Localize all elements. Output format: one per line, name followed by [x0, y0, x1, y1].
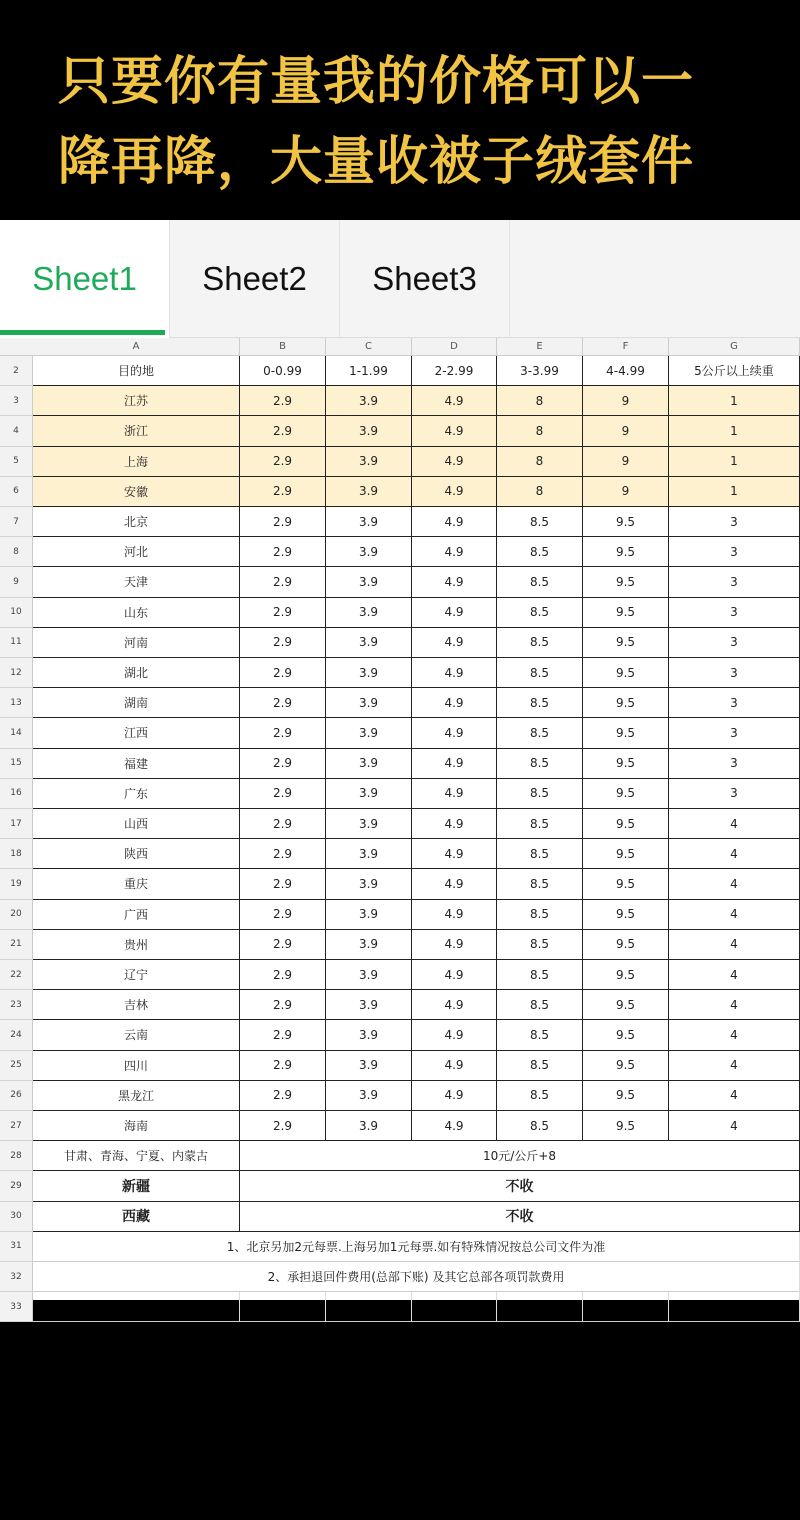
price-cell[interactable]: 3.9 [326, 960, 412, 990]
price-cell[interactable]: 3.9 [326, 749, 412, 779]
row-number[interactable]: 8 [0, 537, 33, 567]
price-cell[interactable]: 2.9 [240, 960, 326, 990]
destination-cell[interactable]: 上海 [33, 447, 240, 477]
price-cell[interactable]: 9.5 [583, 507, 669, 537]
price-cell[interactable]: 8.5 [497, 779, 583, 809]
table-row [0, 688, 800, 718]
price-cell[interactable]: 9.5 [583, 839, 669, 869]
row-number[interactable]: 26 [0, 1081, 33, 1111]
destination-cell[interactable]: 云南 [33, 1020, 240, 1050]
row-number[interactable]: 2 [0, 356, 33, 386]
price-cell[interactable]: 2.9 [240, 1051, 326, 1081]
table-row [0, 1051, 800, 1081]
table-row [0, 960, 800, 990]
price-cell[interactable]: 8 [497, 477, 583, 507]
merged-price-cell[interactable]: 不收 [240, 1171, 800, 1201]
empty-cell[interactable] [583, 1292, 669, 1322]
price-cell[interactable]: 8.5 [497, 718, 583, 748]
price-cell[interactable]: 4 [669, 1020, 800, 1050]
price-cell[interactable]: 9.5 [583, 1051, 669, 1081]
price-cell[interactable]: 9.5 [583, 990, 669, 1020]
price-cell[interactable]: 8.5 [497, 900, 583, 930]
table-row [0, 416, 800, 446]
row-number[interactable]: 11 [0, 628, 33, 658]
tab-sheet1[interactable]: Sheet1 [0, 220, 170, 338]
price-cell[interactable]: 4.9 [412, 960, 497, 990]
price-cell[interactable]: 9.5 [583, 779, 669, 809]
price-cell[interactable]: 9 [583, 416, 669, 446]
row-number[interactable]: 29 [0, 1171, 33, 1201]
destination-cell[interactable]: 辽宁 [33, 960, 240, 990]
column-header-d[interactable]: D [412, 338, 497, 356]
empty-cell[interactable] [412, 1292, 497, 1322]
row-number[interactable]: 31 [0, 1232, 33, 1262]
destination-cell[interactable]: 河南 [33, 628, 240, 658]
price-cell[interactable]: 8.5 [497, 628, 583, 658]
price-cell[interactable]: 4.9 [412, 1051, 497, 1081]
overlay-line-1: 只要你有量我的价格可以一 [58, 52, 695, 112]
price-cell[interactable]: 3.9 [326, 718, 412, 748]
table-row [0, 356, 800, 386]
table-row [0, 1292, 800, 1322]
price-cell[interactable]: 4.9 [412, 930, 497, 960]
row-number[interactable]: 23 [0, 990, 33, 1020]
destination-cell[interactable]: 河北 [33, 537, 240, 567]
row-number[interactable]: 7 [0, 507, 33, 537]
spreadsheet-app [0, 220, 800, 1312]
price-cell[interactable]: 3.9 [326, 1081, 412, 1111]
destination-cell[interactable]: 海南 [33, 1111, 240, 1141]
header-cell[interactable]: 3-3.99 [497, 356, 583, 386]
price-cell[interactable]: 2.9 [240, 688, 326, 718]
table-row [0, 1081, 800, 1111]
price-cell[interactable]: 3.9 [326, 447, 412, 477]
price-cell[interactable]: 8.5 [497, 658, 583, 688]
price-cell[interactable]: 3.9 [326, 1020, 412, 1050]
table-row [0, 1232, 800, 1262]
price-cell[interactable]: 4.9 [412, 507, 497, 537]
price-cell[interactable]: 9 [583, 386, 669, 416]
header-cell[interactable]: 5公斤以上续重 [669, 356, 800, 386]
price-cell[interactable]: 8.5 [497, 1020, 583, 1050]
table-row [0, 1111, 800, 1141]
price-cell[interactable]: 3.9 [326, 1111, 412, 1141]
price-cell[interactable]: 4 [669, 930, 800, 960]
price-cell[interactable]: 9.5 [583, 930, 669, 960]
price-cell[interactable]: 3.9 [326, 507, 412, 537]
price-cell[interactable]: 3 [669, 598, 800, 628]
row-number[interactable]: 14 [0, 718, 33, 748]
price-cell[interactable]: 9.5 [583, 1111, 669, 1141]
price-cell[interactable]: 2.9 [240, 477, 326, 507]
row-number[interactable]: 24 [0, 1020, 33, 1050]
price-cell[interactable]: 2.9 [240, 779, 326, 809]
price-cell[interactable]: 9.5 [583, 598, 669, 628]
overlay-line-2: 降再降，大量收被子绒套件 [58, 132, 695, 192]
table-row [0, 537, 800, 567]
destination-cell[interactable]: 江苏 [33, 386, 240, 416]
table-row [0, 1141, 800, 1171]
row-number[interactable]: 30 [0, 1202, 33, 1232]
price-cell[interactable]: 4.9 [412, 598, 497, 628]
header-cell[interactable]: 0-0.99 [240, 356, 326, 386]
price-cell[interactable]: 8.5 [497, 1111, 583, 1141]
table-row [0, 1171, 800, 1201]
header-cell[interactable]: 2-2.99 [412, 356, 497, 386]
empty-cell[interactable] [497, 1292, 583, 1322]
row-number[interactable]: 25 [0, 1051, 33, 1081]
price-cell[interactable]: 4.9 [412, 900, 497, 930]
row-number[interactable]: 3 [0, 386, 33, 416]
price-cell[interactable]: 2.9 [240, 869, 326, 899]
price-cell[interactable]: 4.9 [412, 809, 497, 839]
price-cell[interactable]: 3.9 [326, 809, 412, 839]
price-cell[interactable]: 3.9 [326, 900, 412, 930]
price-cell[interactable]: 4.9 [412, 537, 497, 567]
price-cell[interactable]: 9.5 [583, 658, 669, 688]
price-cell[interactable]: 4.9 [412, 628, 497, 658]
price-cell[interactable]: 2.9 [240, 1081, 326, 1111]
promo-overlay [0, 40, 800, 210]
destination-cell[interactable]: 安徽 [33, 477, 240, 507]
price-cell[interactable]: 3.9 [326, 386, 412, 416]
row-number[interactable]: 27 [0, 1111, 33, 1141]
price-cell[interactable]: 2.9 [240, 628, 326, 658]
price-cell[interactable]: 9.5 [583, 567, 669, 597]
destination-cell[interactable]: 山西 [33, 809, 240, 839]
price-cell[interactable]: 3 [669, 567, 800, 597]
price-cell[interactable]: 2.9 [240, 990, 326, 1020]
price-cell[interactable]: 4 [669, 960, 800, 990]
price-cell[interactable]: 4.9 [412, 567, 497, 597]
price-cell[interactable]: 8 [497, 416, 583, 446]
column-header-f[interactable]: F [583, 338, 669, 356]
price-cell[interactable]: 3.9 [326, 567, 412, 597]
price-cell[interactable]: 3.9 [326, 477, 412, 507]
price-cell[interactable]: 9.5 [583, 1081, 669, 1111]
row-number[interactable]: 17 [0, 809, 33, 839]
row-number[interactable]: 19 [0, 869, 33, 899]
price-cell[interactable]: 9.5 [583, 900, 669, 930]
price-cell[interactable]: 2.9 [240, 416, 326, 446]
row-number[interactable]: 21 [0, 930, 33, 960]
column-header-a[interactable]: A [33, 338, 240, 356]
table-row [0, 386, 800, 416]
price-cell[interactable]: 2.9 [240, 809, 326, 839]
header-cell[interactable]: 4-4.99 [583, 356, 669, 386]
price-cell[interactable]: 4 [669, 839, 800, 869]
price-cell[interactable]: 2.9 [240, 749, 326, 779]
table-row [0, 1020, 800, 1050]
price-cell[interactable]: 3.9 [326, 930, 412, 960]
price-cell[interactable]: 4 [669, 1051, 800, 1081]
price-cell[interactable]: 3 [669, 658, 800, 688]
price-cell[interactable]: 4.9 [412, 718, 497, 748]
price-cell[interactable]: 4 [669, 1111, 800, 1141]
price-cell[interactable]: 8.5 [497, 869, 583, 899]
price-cell[interactable]: 3 [669, 537, 800, 567]
price-cell[interactable]: 4.9 [412, 416, 497, 446]
price-cell[interactable]: 8.5 [497, 930, 583, 960]
price-cell[interactable]: 2.9 [240, 718, 326, 748]
row-number[interactable]: 28 [0, 1141, 33, 1171]
destination-cell[interactable]: 甘肃、青海、宁夏、内蒙古 [33, 1141, 240, 1171]
price-cell[interactable]: 3.9 [326, 990, 412, 1020]
table-row [0, 809, 800, 839]
row-number[interactable]: 13 [0, 688, 33, 718]
price-cell[interactable]: 4.9 [412, 839, 497, 869]
price-cell[interactable]: 2.9 [240, 598, 326, 628]
row-number[interactable]: 32 [0, 1262, 33, 1292]
table-row [0, 658, 800, 688]
table-row [0, 869, 800, 899]
price-cell[interactable]: 2.9 [240, 1111, 326, 1141]
price-cell[interactable]: 8.5 [497, 598, 583, 628]
table-row [0, 718, 800, 748]
column-header-bar [0, 338, 800, 356]
price-cell[interactable]: 3.9 [326, 537, 412, 567]
price-cell[interactable]: 4.9 [412, 386, 497, 416]
price-cell[interactable]: 4 [669, 900, 800, 930]
price-cell[interactable]: 4.9 [412, 688, 497, 718]
price-cell[interactable]: 3.9 [326, 628, 412, 658]
row-number[interactable]: 4 [0, 416, 33, 446]
destination-cell[interactable]: 新疆 [33, 1171, 240, 1201]
empty-cell[interactable] [669, 1292, 800, 1322]
table-row [0, 628, 800, 658]
price-cell[interactable]: 8.5 [497, 688, 583, 718]
price-cell[interactable]: 1 [669, 416, 800, 446]
note-cell[interactable]: 1、北京另加2元每票.上海另加1元每票.如有特殊情况按总公司文件为准 [33, 1232, 800, 1262]
price-cell[interactable]: 1 [669, 447, 800, 477]
price-cell[interactable]: 9.5 [583, 749, 669, 779]
price-cell[interactable]: 9.5 [583, 869, 669, 899]
note-cell[interactable]: 2、承担退回件费用(总部下账) 及其它总部各项罚款费用 [33, 1262, 800, 1292]
destination-cell[interactable]: 福建 [33, 749, 240, 779]
table-row [0, 990, 800, 1020]
empty-cell[interactable] [240, 1292, 326, 1322]
price-cell[interactable]: 9.5 [583, 688, 669, 718]
price-cell[interactable]: 2.9 [240, 507, 326, 537]
price-cell[interactable]: 8.5 [497, 1081, 583, 1111]
price-cell[interactable]: 4.9 [412, 1020, 497, 1050]
destination-cell[interactable]: 四川 [33, 1051, 240, 1081]
table-row [0, 779, 800, 809]
price-cell[interactable]: 4.9 [412, 869, 497, 899]
destination-cell[interactable]: 陕西 [33, 839, 240, 869]
price-cell[interactable]: 4.9 [412, 779, 497, 809]
price-cell[interactable]: 1 [669, 477, 800, 507]
price-cell[interactable]: 3 [669, 718, 800, 748]
destination-cell[interactable]: 湖南 [33, 688, 240, 718]
price-cell[interactable]: 2.9 [240, 537, 326, 567]
destination-cell[interactable]: 天津 [33, 567, 240, 597]
destination-cell[interactable]: 湖北 [33, 658, 240, 688]
price-cell[interactable]: 3 [669, 628, 800, 658]
price-cell[interactable]: 3.9 [326, 598, 412, 628]
price-cell[interactable]: 9.5 [583, 809, 669, 839]
price-cell[interactable]: 3.9 [326, 688, 412, 718]
row-number[interactable]: 9 [0, 567, 33, 597]
column-header-c[interactable]: C [326, 338, 412, 356]
header-cell[interactable]: 目的地 [33, 356, 240, 386]
row-number[interactable]: 10 [0, 598, 33, 628]
table-row [0, 1262, 800, 1292]
price-cell[interactable]: 9.5 [583, 960, 669, 990]
destination-cell[interactable]: 西藏 [33, 1202, 240, 1232]
table-row [0, 1202, 800, 1232]
price-cell[interactable]: 2.9 [240, 386, 326, 416]
table-row [0, 930, 800, 960]
price-cell[interactable]: 3.9 [326, 779, 412, 809]
header-cell[interactable]: 1-1.99 [326, 356, 412, 386]
price-cell[interactable]: 2.9 [240, 1020, 326, 1050]
price-cell[interactable]: 8.5 [497, 1051, 583, 1081]
price-cell[interactable]: 8.5 [497, 749, 583, 779]
price-cell[interactable]: 9.5 [583, 537, 669, 567]
price-cell[interactable]: 3 [669, 779, 800, 809]
price-cell[interactable]: 4.9 [412, 749, 497, 779]
price-cell[interactable]: 3.9 [326, 416, 412, 446]
price-cell[interactable]: 8.5 [497, 839, 583, 869]
price-cell[interactable]: 2.9 [240, 567, 326, 597]
price-cell[interactable]: 9.5 [583, 1020, 669, 1050]
destination-cell[interactable]: 重庆 [33, 869, 240, 899]
table-row [0, 749, 800, 779]
price-cell[interactable]: 2.9 [240, 839, 326, 869]
destination-cell[interactable]: 黑龙江 [33, 1081, 240, 1111]
price-cell[interactable]: 3.9 [326, 658, 412, 688]
price-cell[interactable]: 8 [497, 447, 583, 477]
table-row [0, 477, 800, 507]
price-cell[interactable]: 8.5 [497, 990, 583, 1020]
row-number[interactable]: 16 [0, 779, 33, 809]
row-number[interactable]: 18 [0, 839, 33, 869]
empty-cell[interactable] [326, 1292, 412, 1322]
price-cell[interactable]: 8.5 [497, 809, 583, 839]
price-cell[interactable]: 1 [669, 386, 800, 416]
destination-cell[interactable]: 浙江 [33, 416, 240, 446]
row-number[interactable]: 12 [0, 658, 33, 688]
price-cell[interactable]: 4 [669, 809, 800, 839]
price-cell[interactable]: 3 [669, 749, 800, 779]
tab-sheet2[interactable]: Sheet2 [170, 220, 340, 338]
destination-cell[interactable]: 江西 [33, 718, 240, 748]
column-header-b[interactable]: B [240, 338, 326, 356]
table-row [0, 507, 800, 537]
table-row [0, 447, 800, 477]
price-cell[interactable]: 4.9 [412, 447, 497, 477]
tab-sheet3[interactable]: Sheet3 [340, 220, 510, 338]
active-tab-underline [0, 330, 165, 335]
price-cell[interactable]: 8.5 [497, 960, 583, 990]
price-cell[interactable]: 9.5 [583, 718, 669, 748]
price-cell[interactable]: 2.9 [240, 658, 326, 688]
price-cell[interactable]: 3.9 [326, 839, 412, 869]
column-header-e[interactable]: E [497, 338, 583, 356]
price-cell[interactable]: 3 [669, 688, 800, 718]
destination-cell[interactable]: 北京 [33, 507, 240, 537]
price-cell[interactable]: 8.5 [497, 507, 583, 537]
table-row [0, 839, 800, 869]
row-number[interactable]: 5 [0, 447, 33, 477]
price-cell[interactable]: 2.9 [240, 900, 326, 930]
row-number[interactable]: 15 [0, 749, 33, 779]
price-cell[interactable]: 9.5 [583, 628, 669, 658]
price-cell[interactable]: 4 [669, 990, 800, 1020]
price-cell[interactable]: 8.5 [497, 537, 583, 567]
destination-cell[interactable]: 广西 [33, 900, 240, 930]
price-cell[interactable]: 4.9 [412, 990, 497, 1020]
row-number[interactable]: 6 [0, 477, 33, 507]
row-number[interactable]: 33 [0, 1292, 33, 1322]
sheet-tab-bar [0, 220, 800, 338]
price-cell[interactable]: 4 [669, 1081, 800, 1111]
price-cell[interactable]: 8.5 [497, 567, 583, 597]
price-cell[interactable]: 4.9 [412, 477, 497, 507]
merged-price-cell[interactable]: 10元/公斤+8 [240, 1141, 800, 1171]
price-cell[interactable]: 4.9 [412, 1081, 497, 1111]
merged-price-cell[interactable]: 不收 [240, 1202, 800, 1232]
price-cell[interactable]: 3.9 [326, 1051, 412, 1081]
price-cell[interactable]: 4 [669, 869, 800, 899]
table-row [0, 567, 800, 597]
destination-cell[interactable]: 山东 [33, 598, 240, 628]
destination-cell[interactable]: 贵州 [33, 930, 240, 960]
row-number[interactable]: 20 [0, 900, 33, 930]
price-cell[interactable]: 2.9 [240, 930, 326, 960]
price-cell[interactable]: 8 [497, 386, 583, 416]
price-cell[interactable]: 2.9 [240, 447, 326, 477]
price-cell[interactable]: 9 [583, 447, 669, 477]
price-cell[interactable]: 9 [583, 477, 669, 507]
price-cell[interactable]: 3.9 [326, 869, 412, 899]
row-number[interactable]: 22 [0, 960, 33, 990]
price-cell[interactable]: 4.9 [412, 658, 497, 688]
column-header-g[interactable]: G [669, 338, 800, 356]
table-row [0, 598, 800, 628]
price-cell[interactable]: 3 [669, 507, 800, 537]
destination-cell[interactable]: 广东 [33, 779, 240, 809]
price-cell[interactable]: 4.9 [412, 1111, 497, 1141]
empty-cell[interactable] [33, 1292, 240, 1322]
destination-cell[interactable]: 吉林 [33, 990, 240, 1020]
table-row [0, 900, 800, 930]
